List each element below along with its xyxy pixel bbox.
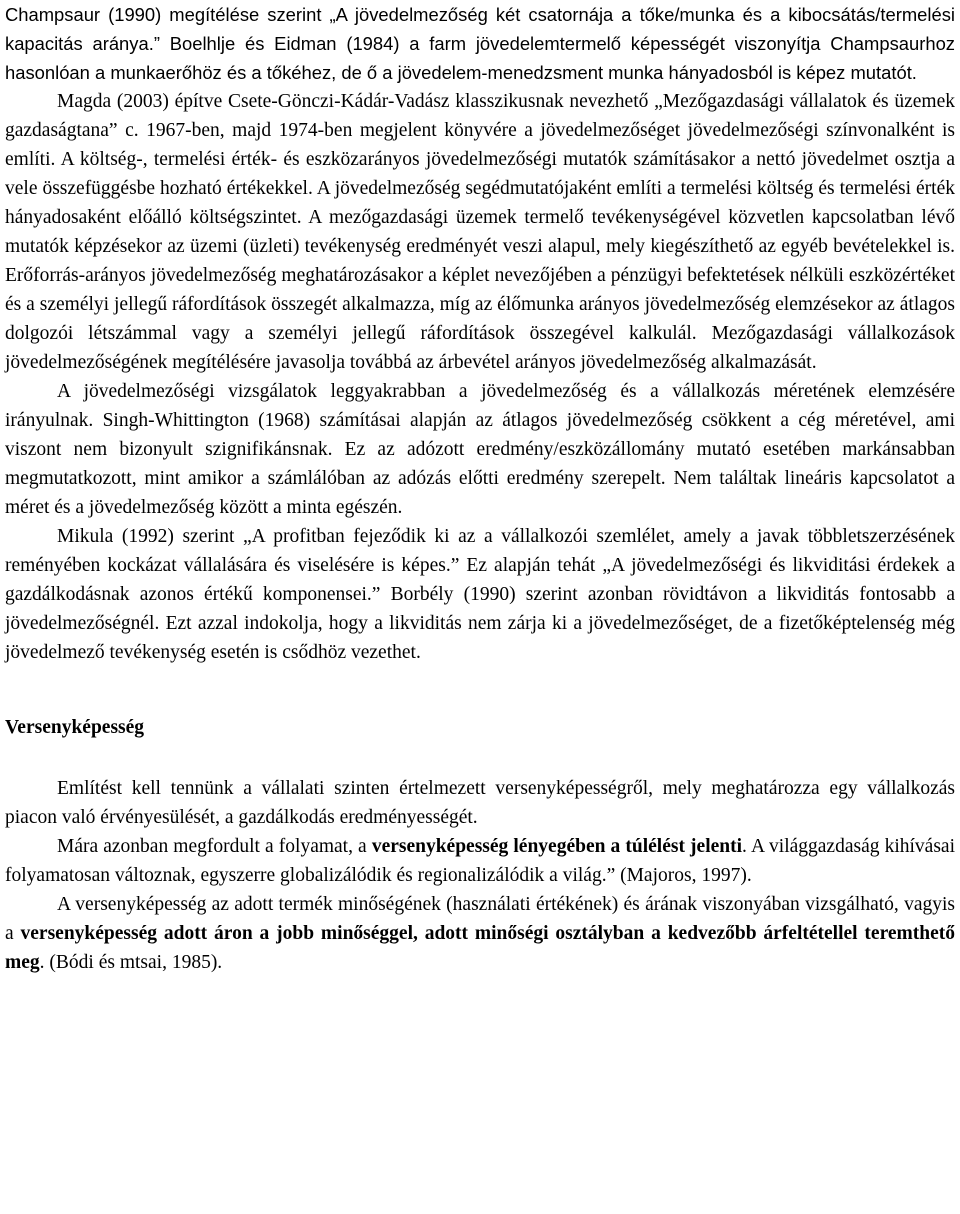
text-run: A versenyképesség az adott termék minőségének (használati értékének) és árának viszonyában vizsgálható, vagyis a <box>5 894 955 944</box>
paragraph-mikula: Mikula (1992) szerint „A profitban fejeződik ki az a vállalkozói szemlélet, amely a javak többletszerzésének reményében kockázat vállalására és viselésére is képes.” Ez alapján tehát „A jövedelmezőségi és likviditási érdekek a gazdálkodásnak azonos értékű komponensei.” Borbély (1990) szerint azonban rövidtávon a likviditás fontosabb a jövedelmezőségnél. Ezt azzal indokolja, hogy a likviditás nem zárja ki a jövedelmezőséget, de a fizetőképtelenség még jövedelmező tevékenység esetén is csődhöz vezethet. <box>5 526 955 663</box>
paragraph-champsaur: Champsaur (1990) megítélése szerint „A jövedelmezőség két csatornája a tőke/munka és a kibocsátás/termelési kapacitás aránya.” Boelhlje és Eidman (1984) a farm jövedelemtermelő képességét viszonyítja Champsaurhoz hasonlóan a munkaerőhöz és a tőkéhez, de ő a jövedelem-menedzsment munka hányadosból is képez mutatót. <box>5 4 955 83</box>
paragraph-quality-price <box>5 890 955 977</box>
text-run: . A világgazdaság kihívásai folyamatosan változnak, egyszerre globalizálódik és regionalizálódik a világ.” (Majoros, 1997). <box>5 836 955 886</box>
text-run: . (Bódi és mtsai, 1985). <box>39 952 223 973</box>
document-page <box>5 0 955 977</box>
text-run: Mára azonban megfordult a folyamat, a <box>57 836 372 857</box>
paragraph-competitiveness-intro: Említést kell tennünk a vállalati szinten értelmezett versenyképességről, mely meghatározza egy vállalkozás piacon való érvényesülését, a gazdálkodás eredményességét. <box>5 778 955 828</box>
paragraph-survival <box>5 832 955 890</box>
bold-phrase-quality-price: versenyképesség adott áron a jobb minőséggel, adott minőségi osztályban a kedvezőbb árfeltétellel teremthető meg <box>5 923 956 973</box>
section-heading-versenykepesseg: Versenyképesség <box>5 717 145 738</box>
paragraph-magda: Magda (2003) építve Csete-Gönczi-Kádár-Vadász klasszikusnak nevezhető „Mezőgazdasági vállalatok és üzemek gazdaságtana” c. 1967-ben, majd 1974-ben megjelent könyvére a jövedelmezőséget jövedelmezőségi színvonalként is említi. A költség-, termelési érték- és eszközarányos jövedelmezőségi mutatók számításakor a nettó jövedelmet osztja a vele összefüggésbe hozható értékekkel. A jövedelmezőség segédmutatójaként említi a termelési költség és termelési érték hányadosaként előálló költségszintet. A mezőgazdasági üzemek termelő tevékenységével közvetlen kapcsolatban lévő mutatók képzésekor az üzemi (üzleti) tevékenység eredményét veszi alapul, mely kiegészíthető az egyéb bevételekkel is. Erőforrás-arányos jövedelmezőség meghatározásakor a képlet nevezőjében a pénzügyi befektetések nélküli eszközértéket és a személyi jellegű ráfordítások összegét alkalmazza, míg az élőmunka arányos jövedelmezőség elemzésekor az átlagos dolgozói létszámmal vagy a személyi jellegű ráfordítások összegével kalkulál. Mezőgazdasági vállalkozások jövedelmezőségének megítélésére javasolja továbbá az árbevétel arányos jövedelmezőség alkalmazását. <box>5 91 955 373</box>
paragraph-size-analysis: A jövedelmezőségi vizsgálatok leggyakrabban a jövedelmezőség és a vállalkozás méretének elemzésére irányulnak. Singh-Whittington (1968) számításai alapján az átlagos jövedelmezőség csökkent a cég méretével, ami viszont nem bizonyult szignifikánsnak. Ez az adózott eredmény/eszközállomány mutató esetében markánsabban megmutatkozott, mint amikor a számlálóban az adózás előtti eredmény szerepelt. Nem találtak lineáris kapcsolatot a méret és a jövedelmezőség között a minta egészén. <box>5 381 955 518</box>
bold-phrase-survival: versenyképesség lényegében a túlélést jelenti <box>371 836 743 857</box>
